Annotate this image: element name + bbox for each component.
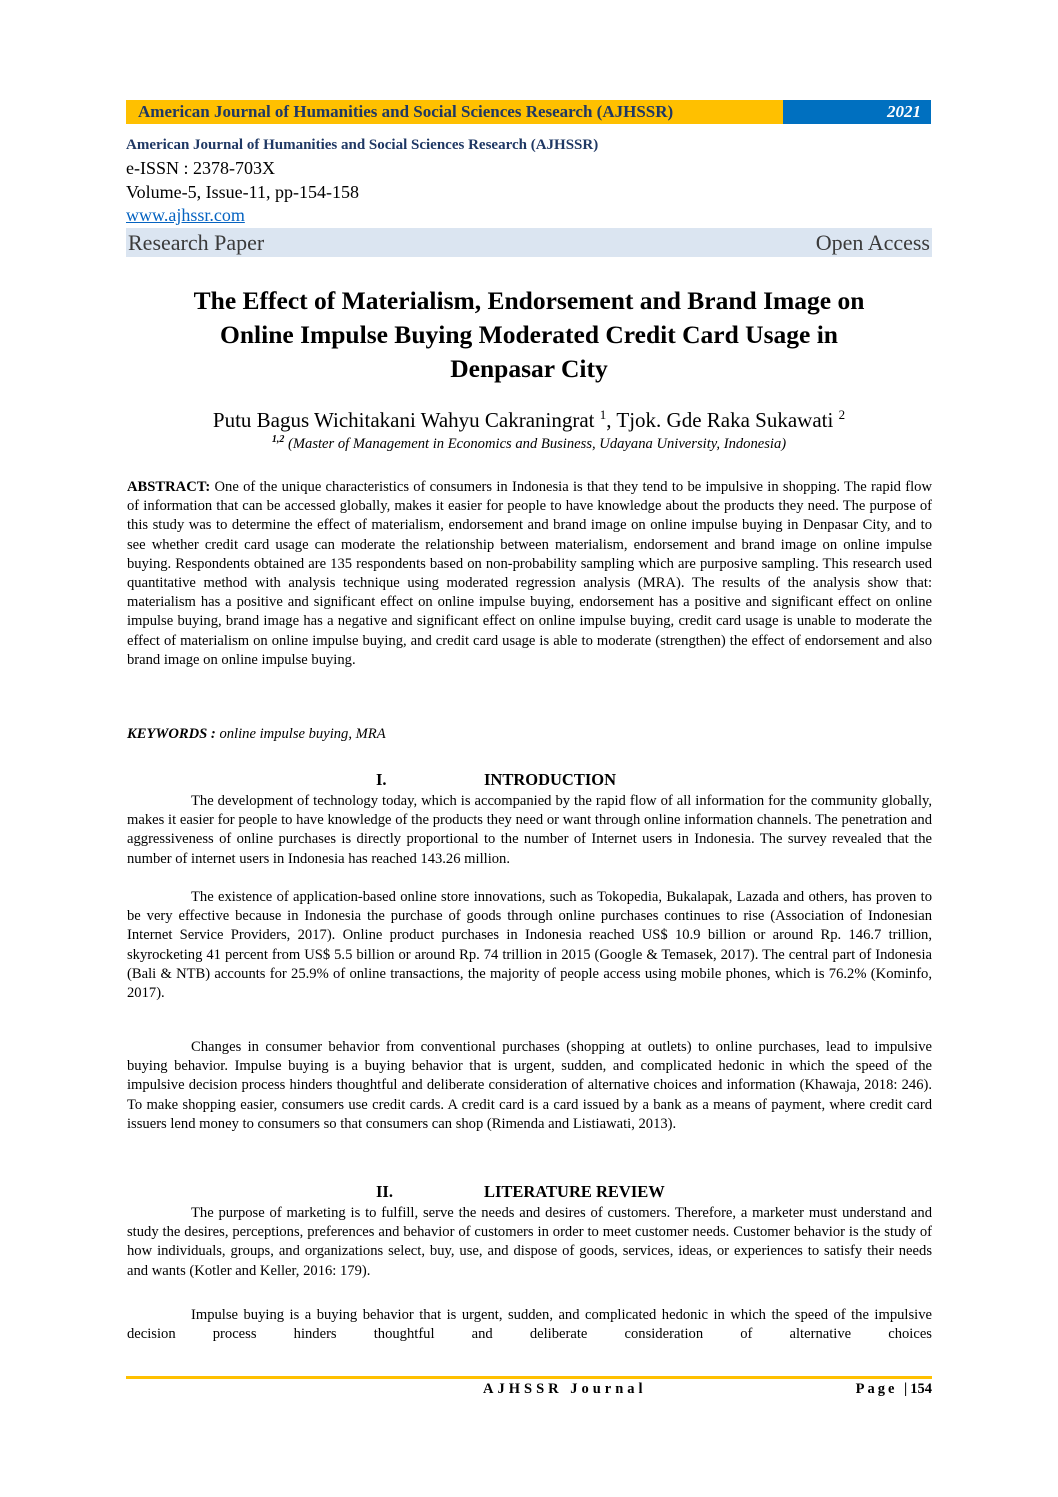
- paper-type-bar: [126, 228, 932, 257]
- meta-journal-name: American Journal of Humanities and Social Sciences Research (AJHSSR): [126, 137, 599, 153]
- access-type: Open Access: [815, 229, 930, 255]
- abstract: [127, 478, 932, 670]
- paragraph: Changes in consumer behavior from conventional purchases (shopping at outlets) to online purchases, lead to impulsive buying behavior. Impulse buying is a buying behavior that is urgent, sudden, and complicated hedonic in which the speed of the impulsive decision process hinders thoughtful and deliberate consideration of alternative choices and information (Khawaja, 2018: 246). To make shopping easier, consumers use credit cards. A credit card is a card issued by a bank as a means of payment, where credit card issuers lend money to consumers so that consumers can shop (Rimenda and Listiawati, 2013).: [127, 1039, 932, 1132]
- footer-journal: AJHSSR Journal: [483, 1381, 647, 1397]
- title-line: Denpasar City: [450, 354, 608, 383]
- paper-type: Research Paper: [128, 229, 265, 255]
- page-footer: [126, 1378, 932, 1400]
- footer-page: [856, 1378, 932, 1400]
- journal-meta: [126, 134, 932, 257]
- abstract-label: ABSTRACT:: [127, 479, 211, 495]
- running-header-journal: American Journal of Humanities and Social Sciences Research (AJHSSR): [126, 100, 783, 124]
- keywords-text: online impulse buying, MRA: [215, 726, 386, 742]
- affiliation: [126, 431, 932, 453]
- keywords: [127, 725, 386, 744]
- journal-url-link[interactable]: www.ajhssr.com: [126, 205, 245, 225]
- footer-page-label: Page |: [855, 1381, 911, 1397]
- author-name: Putu Bagus Wichitakani Wahyu Cakraningrat: [212, 408, 600, 432]
- running-header-year: 2021: [783, 100, 931, 124]
- paragraph: Impulse buying is a buying behavior that is urgent, sudden, and complicated hedonic in which the speed of the impulsive decision process hinders thoughtful and deliberate consideration of alternative choices: [127, 1307, 932, 1343]
- paragraph: The existence of application-based online store innovations, such as Tokopedia, Bukalapak, Lazada and others, has proven to be very effective because in Indonesia the purchase of goods through online purchases continues to rise (Association of Indonesian Internet Service Providers, 2017). Online product purchases in Indonesia reached US$ 10.9 billion or around Rp. 146.7 trillion, skyrocketing 41 percent from US$ 5.5 billion or around Rp. 74 trillion in 2015 (Google & Temasek, 2017). The central part of Indonesia (Bali & NTB) accounts for 25.9% of online transactions, the majority of people access using mobile phones, which is 76.2% (Kominfo, 2017).: [127, 889, 932, 1002]
- author-name: , Tjok. Gde Raka Sukawati: [606, 408, 839, 432]
- title-line: The Effect of Materialism, Endorsement and Brand Image on: [193, 286, 865, 315]
- title-line: Online Impulse Buying Moderated Credit Card Usage in: [220, 320, 838, 349]
- author-list: [126, 402, 932, 433]
- keywords-label: KEYWORDS :: [127, 726, 216, 742]
- running-header: [126, 100, 931, 124]
- author-affiliation-mark: 2: [838, 407, 846, 422]
- affiliation-text: (Master of Management in Economics and Business, Udayana University, Indonesia): [284, 435, 787, 452]
- issn-label: e-ISSN :: [126, 158, 193, 178]
- section-heading-literature-review: [376, 1182, 665, 1202]
- affiliation-mark: 1,2: [271, 434, 285, 445]
- paragraph: The development of technology today, which is accompanied by the rapid flow of all information for the community globally, makes it easier for people to have knowledge of the products they need or want through online information channels. The penetration and aggressiveness of online purchases is directly proportional to the number of Internet users in Indonesia. The survey revealed that the number of internet users in Indonesia has reached 143.26 million.: [127, 793, 932, 867]
- issn-value: 2378-703X: [193, 158, 275, 178]
- footer-page-number: 154: [910, 1381, 932, 1397]
- abstract-text: One of the unique characteristics of consumers in Indonesia is that they tend to be impulsive in shopping. The rapid flow of information that can be accessed globally, makes it easier for people to have knowledge about the products they need. The purpose of this study was to determine the effect of materialism, endorsement and brand image on online impulse buying in Denpasar City, and to see whether credit card usage can moderate the relationship between materialism, endorsement and brand image on online impulse buying. Respondents obtained are 135 respondents based on non-probability sampling which are purposive sampling. This research used quantitative method with analysis technique using moderated regression analysis (MRA). The results of the analysis show that: materialism has a positive and significant effect on online impulse buying, endorsement has a positive and significant effect on online impulse buying, brand image has a negative and significant effect on online impulse buying, credit card usage is unable to moderate the effect of materialism on online impulse buying, and credit card usage is able to moderate (strengthen) the effect of endorsement and also brand image on online impulse buying.: [127, 479, 932, 668]
- section-title: INTRODUCTION: [484, 770, 617, 789]
- section-title: LITERATURE REVIEW: [484, 1182, 665, 1201]
- paragraph: The purpose of marketing is to fulfill, serve the needs and desires of customers. Therefore, a marketer must understand and study the desires, perceptions, preferences and behavior of customers in order to meet customer needs. Customer behavior is the study of how individuals, groups, and organizations select, buy, use, and dispose of goods, services, ideas, or experiences to satisfy their needs and wants (Kotler and Keller, 2016: 179).: [127, 1205, 932, 1279]
- paper-title: [126, 284, 932, 386]
- author-affiliation-mark: 1: [599, 407, 607, 422]
- meta-issn: [126, 156, 932, 180]
- section-heading-introduction: [376, 770, 616, 790]
- meta-volume: Volume-5, Issue-11, pp-154-158: [126, 182, 359, 202]
- section-number: II.: [376, 1182, 393, 1201]
- section-number: I.: [376, 770, 387, 789]
